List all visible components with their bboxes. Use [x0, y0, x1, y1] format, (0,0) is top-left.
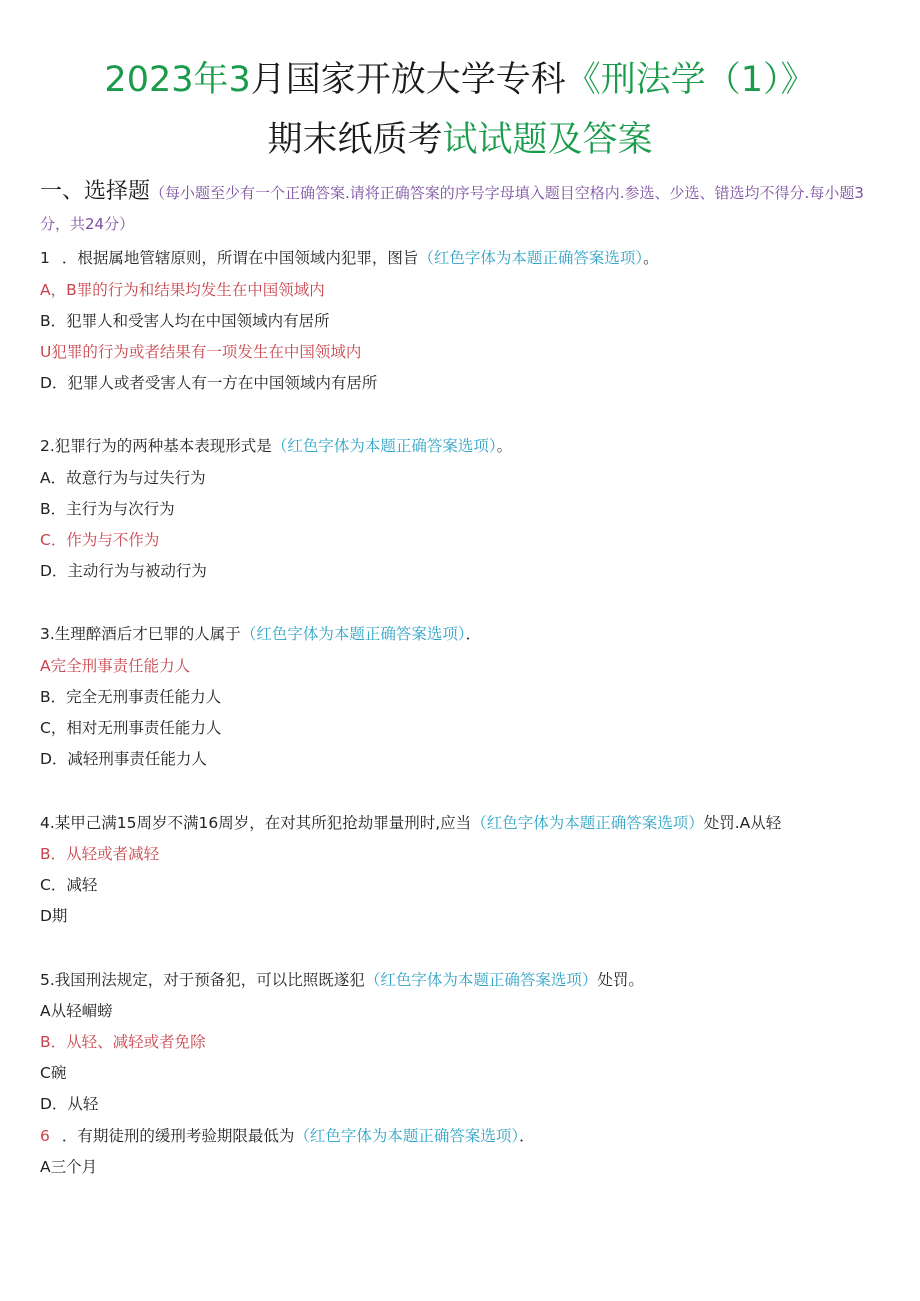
option-item: C．作为与不作为 [40, 531, 160, 549]
option-item: C碗 [40, 1064, 67, 1082]
doc-title-line2 [0, 118, 920, 162]
title-year-month: 2023年3 [104, 60, 251, 100]
answer-hint: （红色字体为本题正确答案选项） [294, 1127, 520, 1145]
answer-hint: （红色字体为本题正确答案选项） [240, 625, 466, 643]
section-heading: 一、选择题 [40, 179, 151, 204]
option-item: U犯罪的行为或者结果有一项发生在中国领域内 [40, 343, 362, 361]
question-number: 5. [40, 971, 55, 989]
option-item: B．主行为与次行为 [40, 500, 175, 518]
option-item: C．减轻 [40, 876, 98, 894]
question-3-stem [40, 623, 481, 645]
answer-hint: （红色字体为本题正确答案选项） [471, 814, 704, 832]
option-item: B．完全无刑事责任能力人 [40, 688, 222, 706]
title-course: 《刑法学（1）》 [565, 60, 816, 100]
question-text: 我国刑法规定，对于预备犯，可以比照既遂犯 [54, 971, 365, 989]
doc-title-line1 [0, 58, 920, 102]
option-item: D．犯罪人或者受害人有一方在中国领域内有居所 [40, 374, 378, 392]
section-header [40, 176, 890, 240]
option-item: B．从轻或者减轻 [40, 845, 160, 863]
question-6-stem [40, 1125, 535, 1147]
option-item: D期 [40, 907, 68, 925]
answer-hint: （红色字体为本题正确答案选项） [271, 437, 497, 455]
question-number: 6 [40, 1127, 50, 1145]
option-item: D．从轻 [40, 1095, 99, 1113]
option-item: A从轻嵋螃 [40, 1002, 113, 1020]
option-item: D．主动行为与被动行为 [40, 562, 207, 580]
question-5-stem [40, 969, 644, 991]
title-exam-type: 期末纸质考 [267, 120, 443, 160]
answer-hint: （红色字体为本题正确答案选项） [418, 249, 644, 267]
question-4-stem [40, 812, 781, 834]
question-text: 生理醉酒后才巳罪的人属于 [54, 625, 241, 643]
question-text-tail: ． [519, 1127, 535, 1145]
option-item: D．减轻刑事责任能力人 [40, 750, 207, 768]
question-text-tail: 。 [496, 437, 513, 455]
question-text: ．根据属地管辖原则，所谓在中国领域内犯罪，图旨 [61, 249, 419, 267]
option-item: A完全刑事责任能力人 [40, 657, 191, 675]
question-text-tail: 处罚。 [597, 971, 644, 989]
option-item: B．犯罪人和受害人均在中国领域内有居所 [40, 312, 330, 330]
option-item: A三个月 [40, 1158, 98, 1176]
option-item: A，B罪的行为和结果均发生在中国领域内 [40, 281, 325, 299]
question-number: 2. [40, 437, 55, 455]
question-2-stem [40, 435, 512, 457]
option-item: C，相对无刑事责任能力人 [40, 719, 222, 737]
question-text-tail: 。 [643, 249, 659, 267]
question-text: ．有期徒刑的缓刑考验期限最低为 [61, 1127, 295, 1145]
question-text-tail: ． [465, 625, 482, 643]
option-item: B．从轻、减轻或者免除 [40, 1033, 206, 1051]
question-text: 某甲己满15周岁不满16周岁，在对其所犯抢劫罪量刑时,应当 [54, 814, 472, 832]
section-instructions: （每小题至少有一个正确答案.请将正确答案的序号字母填入题目空格内.参选、少选、错选均不得分.每小题3分，共24分） [40, 184, 864, 233]
title-answers: 试试题及答案 [442, 120, 653, 160]
answer-hint: （红色字体为本题正确答案选项） [364, 971, 598, 989]
question-text-tail: 处罚.A从轻 [703, 814, 782, 832]
question-number: 4. [40, 814, 55, 832]
question-number: 1 [40, 249, 50, 267]
title-university: 月国家开放大学专科 [250, 60, 566, 100]
question-text: 犯罪行为的两种基本表现形式是 [54, 437, 272, 455]
question-1-stem [40, 247, 659, 269]
question-number: 3. [40, 625, 55, 643]
option-item: A．故意行为与过失行为 [40, 469, 206, 487]
